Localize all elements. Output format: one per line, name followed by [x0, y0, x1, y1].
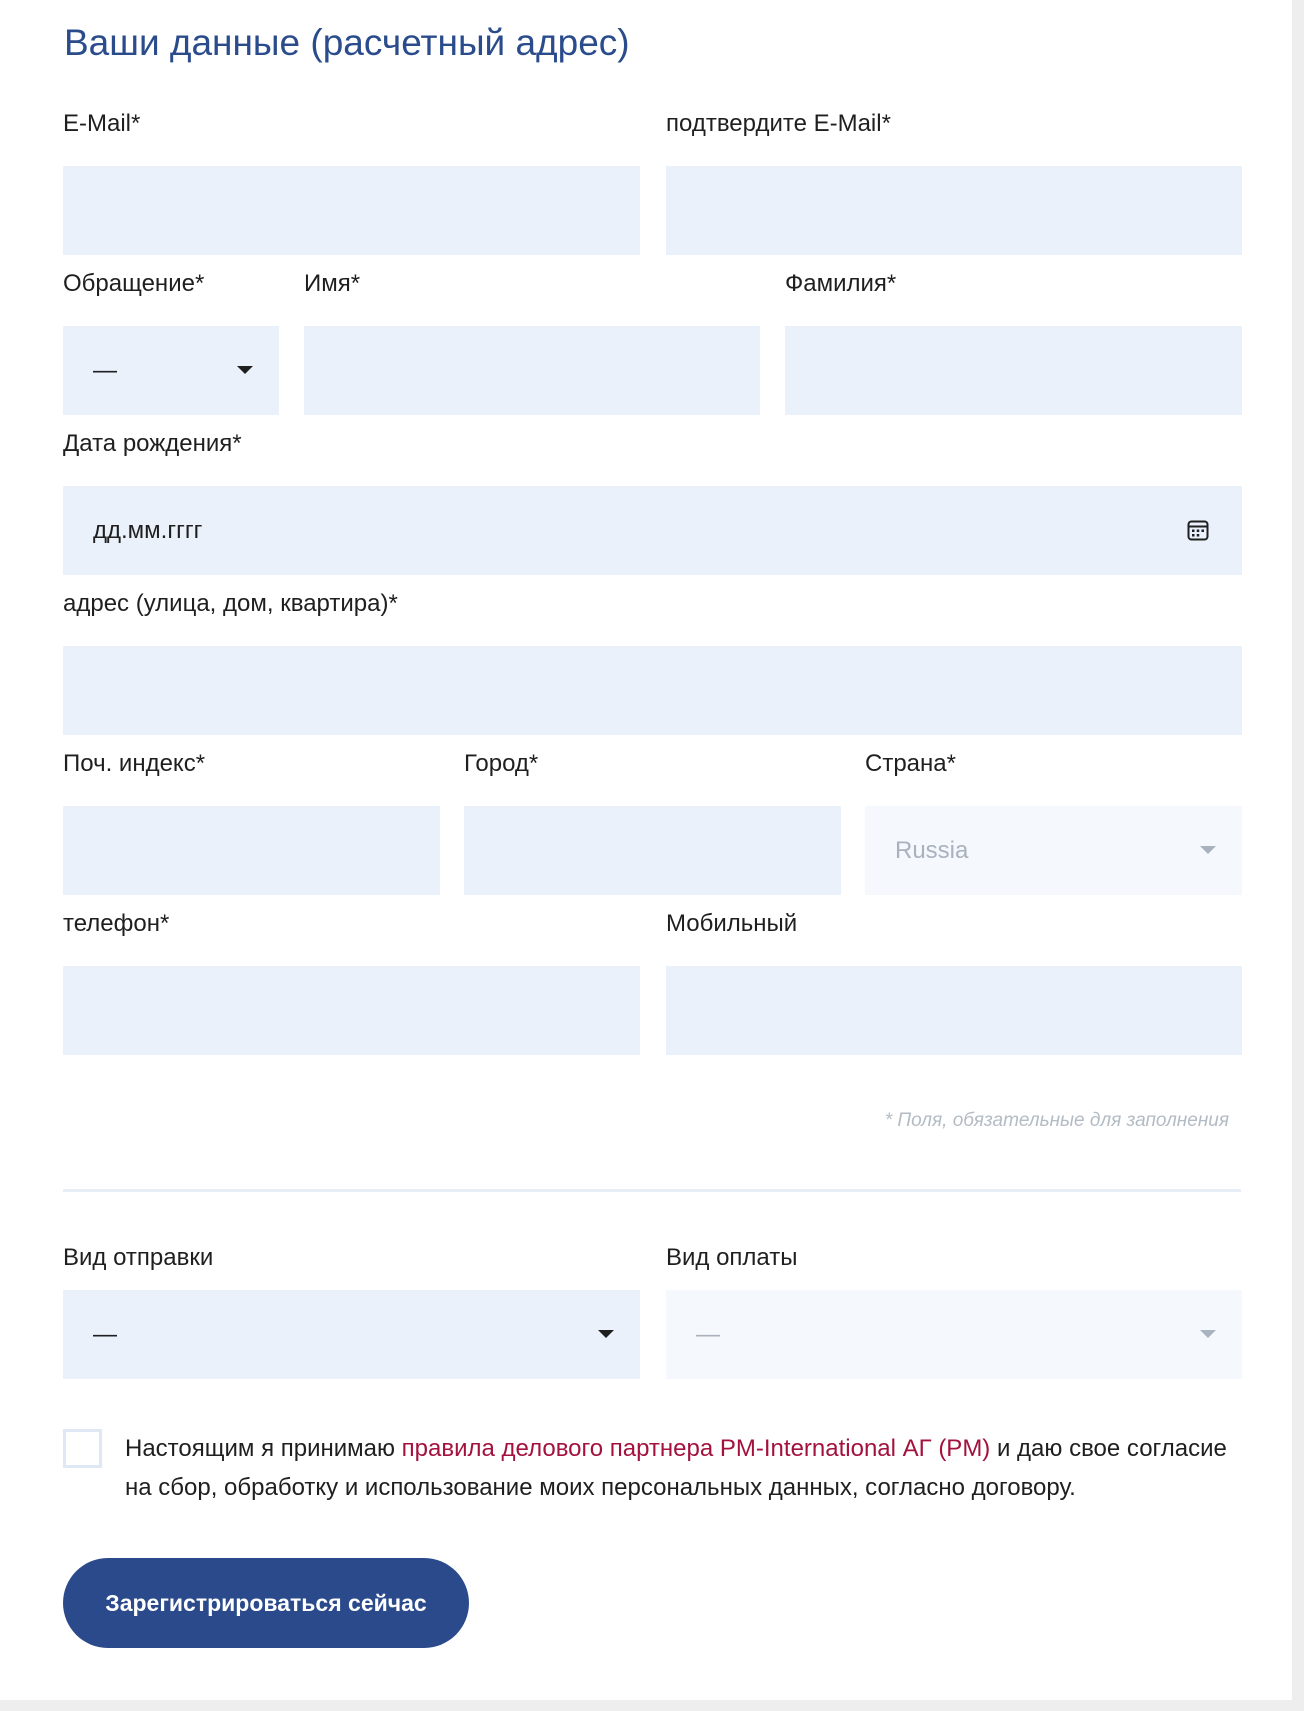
- last-name-input[interactable]: [785, 326, 1242, 415]
- postal-input[interactable]: [63, 806, 440, 895]
- chevron-down-icon: [1200, 846, 1216, 854]
- shipping-value: —: [93, 1320, 117, 1348]
- first-name-input[interactable]: [304, 326, 760, 415]
- consent-text: [125, 1429, 1235, 1507]
- payment-label: Вид оплаты: [666, 1244, 798, 1271]
- salutation-value: —: [93, 356, 117, 384]
- birthdate-field[interactable]: [63, 486, 1242, 575]
- city-label: Город*: [464, 750, 539, 777]
- first-name-label: Имя*: [304, 270, 361, 297]
- mobile-input[interactable]: [666, 966, 1242, 1055]
- confirm-email-input[interactable]: [666, 166, 1242, 255]
- birthdate-placeholder: дд.мм.гггг: [93, 516, 203, 544]
- form-title: Ваши данные (расчетный адрес): [64, 22, 630, 63]
- email-input[interactable]: [63, 166, 640, 255]
- shipping-select[interactable]: [63, 1290, 640, 1379]
- city-input[interactable]: [464, 806, 841, 895]
- mobile-label: Мобильный: [666, 910, 798, 937]
- country-select[interactable]: [865, 806, 1242, 895]
- postal-label: Поч. индекс*: [63, 750, 206, 777]
- address-input[interactable]: [63, 646, 1242, 735]
- section-divider: [63, 1189, 1241, 1192]
- consent-text-after: и даю свое согласие на сбор, обработку и использование моих персональных данных, согласно договору.: [125, 1435, 1227, 1501]
- consent-checkbox[interactable]: [63, 1429, 102, 1468]
- consent-text-before: Настоящим я принимаю: [125, 1435, 402, 1462]
- salutation-select[interactable]: [63, 326, 279, 415]
- last-name-label: Фамилия*: [785, 270, 897, 297]
- country-value: Russia: [895, 836, 969, 864]
- chevron-down-icon: [237, 366, 253, 374]
- chevron-down-icon: [1200, 1330, 1216, 1338]
- country-label: Страна*: [865, 750, 956, 777]
- salutation-label: Обращение*: [63, 270, 205, 297]
- email-label: E-Mail*: [63, 110, 141, 137]
- birthdate-label: Дата рождения*: [63, 430, 242, 457]
- partner-rules-link[interactable]: правила делового партнера PM-International АГ (PM): [401, 1435, 991, 1462]
- payment-value: —: [696, 1320, 720, 1348]
- register-button[interactable]: Зарегистрироваться сейчас: [63, 1558, 469, 1648]
- chevron-down-icon: [598, 1330, 614, 1338]
- calendar-icon[interactable]: [1186, 518, 1210, 542]
- required-fields-note: * Поля, обязательные для заполнения: [884, 1110, 1229, 1131]
- shipping-label: Вид отправки: [63, 1244, 214, 1271]
- confirm-email-label: подтвердите E-Mail*: [666, 110, 891, 137]
- address-label: адрес (улица, дом, квартира)*: [63, 590, 398, 617]
- payment-select[interactable]: [666, 1290, 1242, 1379]
- phone-label: телефон*: [63, 910, 170, 937]
- phone-input[interactable]: [63, 966, 640, 1055]
